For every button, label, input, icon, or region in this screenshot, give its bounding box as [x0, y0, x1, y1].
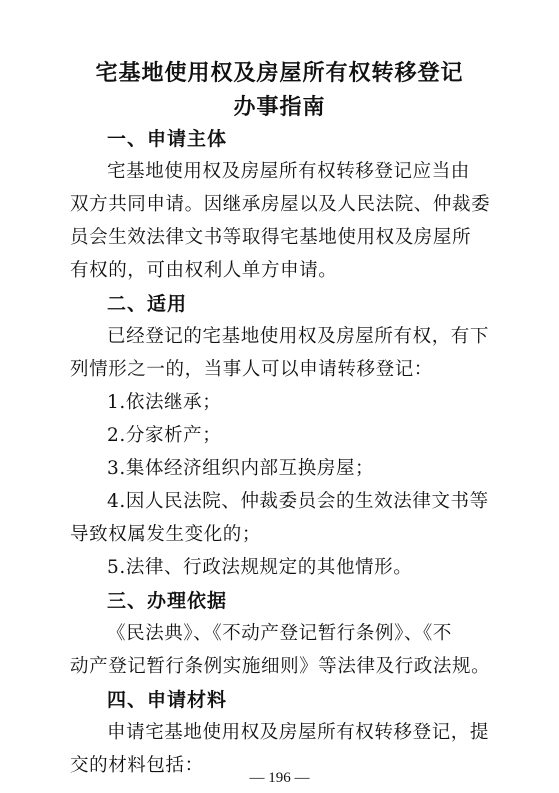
list-item-continuation: 导致权属发生变化的；	[70, 524, 262, 545]
paragraph-line: 有权的，可由权利人单方申请。	[70, 260, 338, 281]
list-item: 2.分家析产；	[107, 425, 222, 446]
page-number: — 196 —	[249, 770, 310, 786]
paragraph-line: 已经登记的宅基地使用权及房屋所有权，有下	[107, 326, 490, 347]
paragraph-line: 《民法典》、《不动产登记暂行条例》、《不	[107, 623, 453, 644]
paragraph-line: 列情形之一的，当事人可以申请转移登记：	[70, 359, 433, 380]
paragraph-line: 员会生效法律文书等取得宅基地使用权及房屋所	[70, 227, 472, 248]
list-item: 1.依法继承；	[107, 392, 222, 413]
document-title-line-1: 宅基地使用权及房屋所有权转移登记	[95, 61, 464, 86]
section-heading-materials: 四、申请材料	[107, 689, 228, 711]
list-item: 4.因人民法院、仲裁委员会的生效法律文书等	[107, 491, 489, 512]
paragraph-line: 动产登记暂行条例实施细则》等法律及行政法规。	[70, 656, 491, 677]
list-item: 3.集体经济组织内部互换房屋；	[107, 458, 375, 479]
list-item: 5.法律、行政法规规定的其他情形。	[107, 557, 413, 578]
paragraph-line: 申请宅基地使用权及房屋所有权转移登记，提	[107, 722, 490, 743]
section-heading-legal-basis: 三、办理依据	[107, 590, 228, 612]
paragraph-line: 双方共同申请。因继承房屋以及人民法院、仲裁委	[70, 194, 491, 215]
paragraph-line: 交的材料包括：	[70, 755, 204, 776]
section-heading-applicability: 二、适用	[107, 293, 188, 315]
paragraph-line: 宅基地使用权及房屋所有权转移登记应当由	[107, 161, 470, 182]
document-title-line-2: 办事指南	[233, 95, 326, 120]
section-heading-applicant: 一、申请主体	[107, 128, 228, 150]
